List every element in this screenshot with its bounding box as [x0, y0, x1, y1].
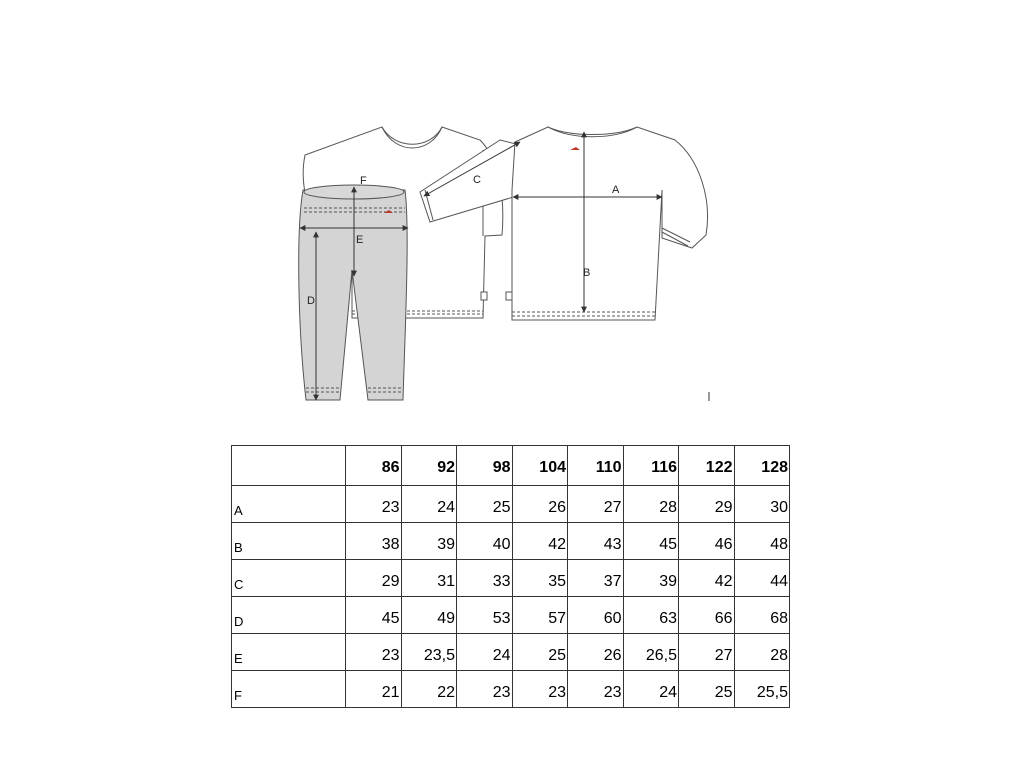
table-cell: 27 — [568, 486, 624, 523]
table-cell: 23 — [512, 671, 568, 708]
table-cell: 25 — [457, 486, 513, 523]
table-cell: 43 — [568, 523, 624, 560]
table-cell: 35 — [512, 560, 568, 597]
table-cell: 63 — [623, 597, 679, 634]
table-cell: 33 — [457, 560, 513, 597]
table-cell: 44 — [734, 560, 790, 597]
table-cell: 45 — [346, 597, 402, 634]
size-header-cell: 92 — [401, 446, 457, 486]
table-cell: 53 — [457, 597, 513, 634]
size-header-cell: 122 — [679, 446, 735, 486]
measure-label-a: A — [612, 184, 620, 196]
table-cell: 48 — [734, 523, 790, 560]
table-cell: 66 — [679, 597, 735, 634]
table-row — [232, 486, 790, 523]
table-cell: 27 — [679, 634, 735, 671]
row-label: A — [232, 486, 346, 523]
table-cell: 25 — [512, 634, 568, 671]
table-cell: 24 — [401, 486, 457, 523]
table-cell: 23 — [457, 671, 513, 708]
table-cell: 39 — [623, 560, 679, 597]
size-header-cell: 116 — [623, 446, 679, 486]
table-cell: 38 — [346, 523, 402, 560]
measure-label-f: F — [360, 175, 367, 187]
table-cell: 45 — [623, 523, 679, 560]
measure-label-d: D — [307, 295, 315, 307]
table-cell: 23,5 — [401, 634, 457, 671]
row-label: C — [232, 560, 346, 597]
table-corner-cell — [232, 446, 346, 486]
table-cell: 60 — [568, 597, 624, 634]
table-cell: 26 — [568, 634, 624, 671]
table-cell: 26 — [512, 486, 568, 523]
row-label: B — [232, 523, 346, 560]
table-cell: 24 — [623, 671, 679, 708]
table-cell: 31 — [401, 560, 457, 597]
table-cell: 30 — [734, 486, 790, 523]
size-header-cell: 104 — [512, 446, 568, 486]
table-cell: 29 — [679, 486, 735, 523]
table-row — [232, 560, 790, 597]
table-cell: 26,5 — [623, 634, 679, 671]
size-header-cell: 98 — [457, 446, 513, 486]
table-cell: 23 — [568, 671, 624, 708]
table-cell: 28 — [623, 486, 679, 523]
table-cell: 57 — [512, 597, 568, 634]
table-cell: 29 — [346, 560, 402, 597]
size-header-cell: 128 — [734, 446, 790, 486]
table-cell: 46 — [679, 523, 735, 560]
table-cell: 22 — [401, 671, 457, 708]
table-cell: 23 — [346, 486, 402, 523]
table-cell: 25,5 — [734, 671, 790, 708]
size-header-cell: 86 — [346, 446, 402, 486]
size-header-row — [232, 446, 790, 486]
table-cell: 23 — [346, 634, 402, 671]
table-cell: 40 — [457, 523, 513, 560]
measure-label-e: E — [356, 234, 364, 246]
row-label: F — [232, 671, 346, 708]
shirt-back-drawing — [506, 127, 708, 320]
table-row — [232, 634, 790, 671]
measure-label-c: C — [473, 174, 481, 186]
table-cell: 25 — [679, 671, 735, 708]
table-cell: 68 — [734, 597, 790, 634]
table-cell: 49 — [401, 597, 457, 634]
table-cell: 21 — [346, 671, 402, 708]
table-cell: 37 — [568, 560, 624, 597]
size-chart-table — [231, 445, 790, 708]
table-cell: 28 — [734, 634, 790, 671]
table-cell: 42 — [512, 523, 568, 560]
table-cell: 42 — [679, 560, 735, 597]
table-row — [232, 671, 790, 708]
size-header-cell: 110 — [568, 446, 624, 486]
row-label: E — [232, 634, 346, 671]
measure-label-b: B — [583, 267, 591, 279]
row-label: D — [232, 597, 346, 634]
table-row — [232, 597, 790, 634]
table-cell: 39 — [401, 523, 457, 560]
table-cell: 24 — [457, 634, 513, 671]
table-row — [232, 523, 790, 560]
